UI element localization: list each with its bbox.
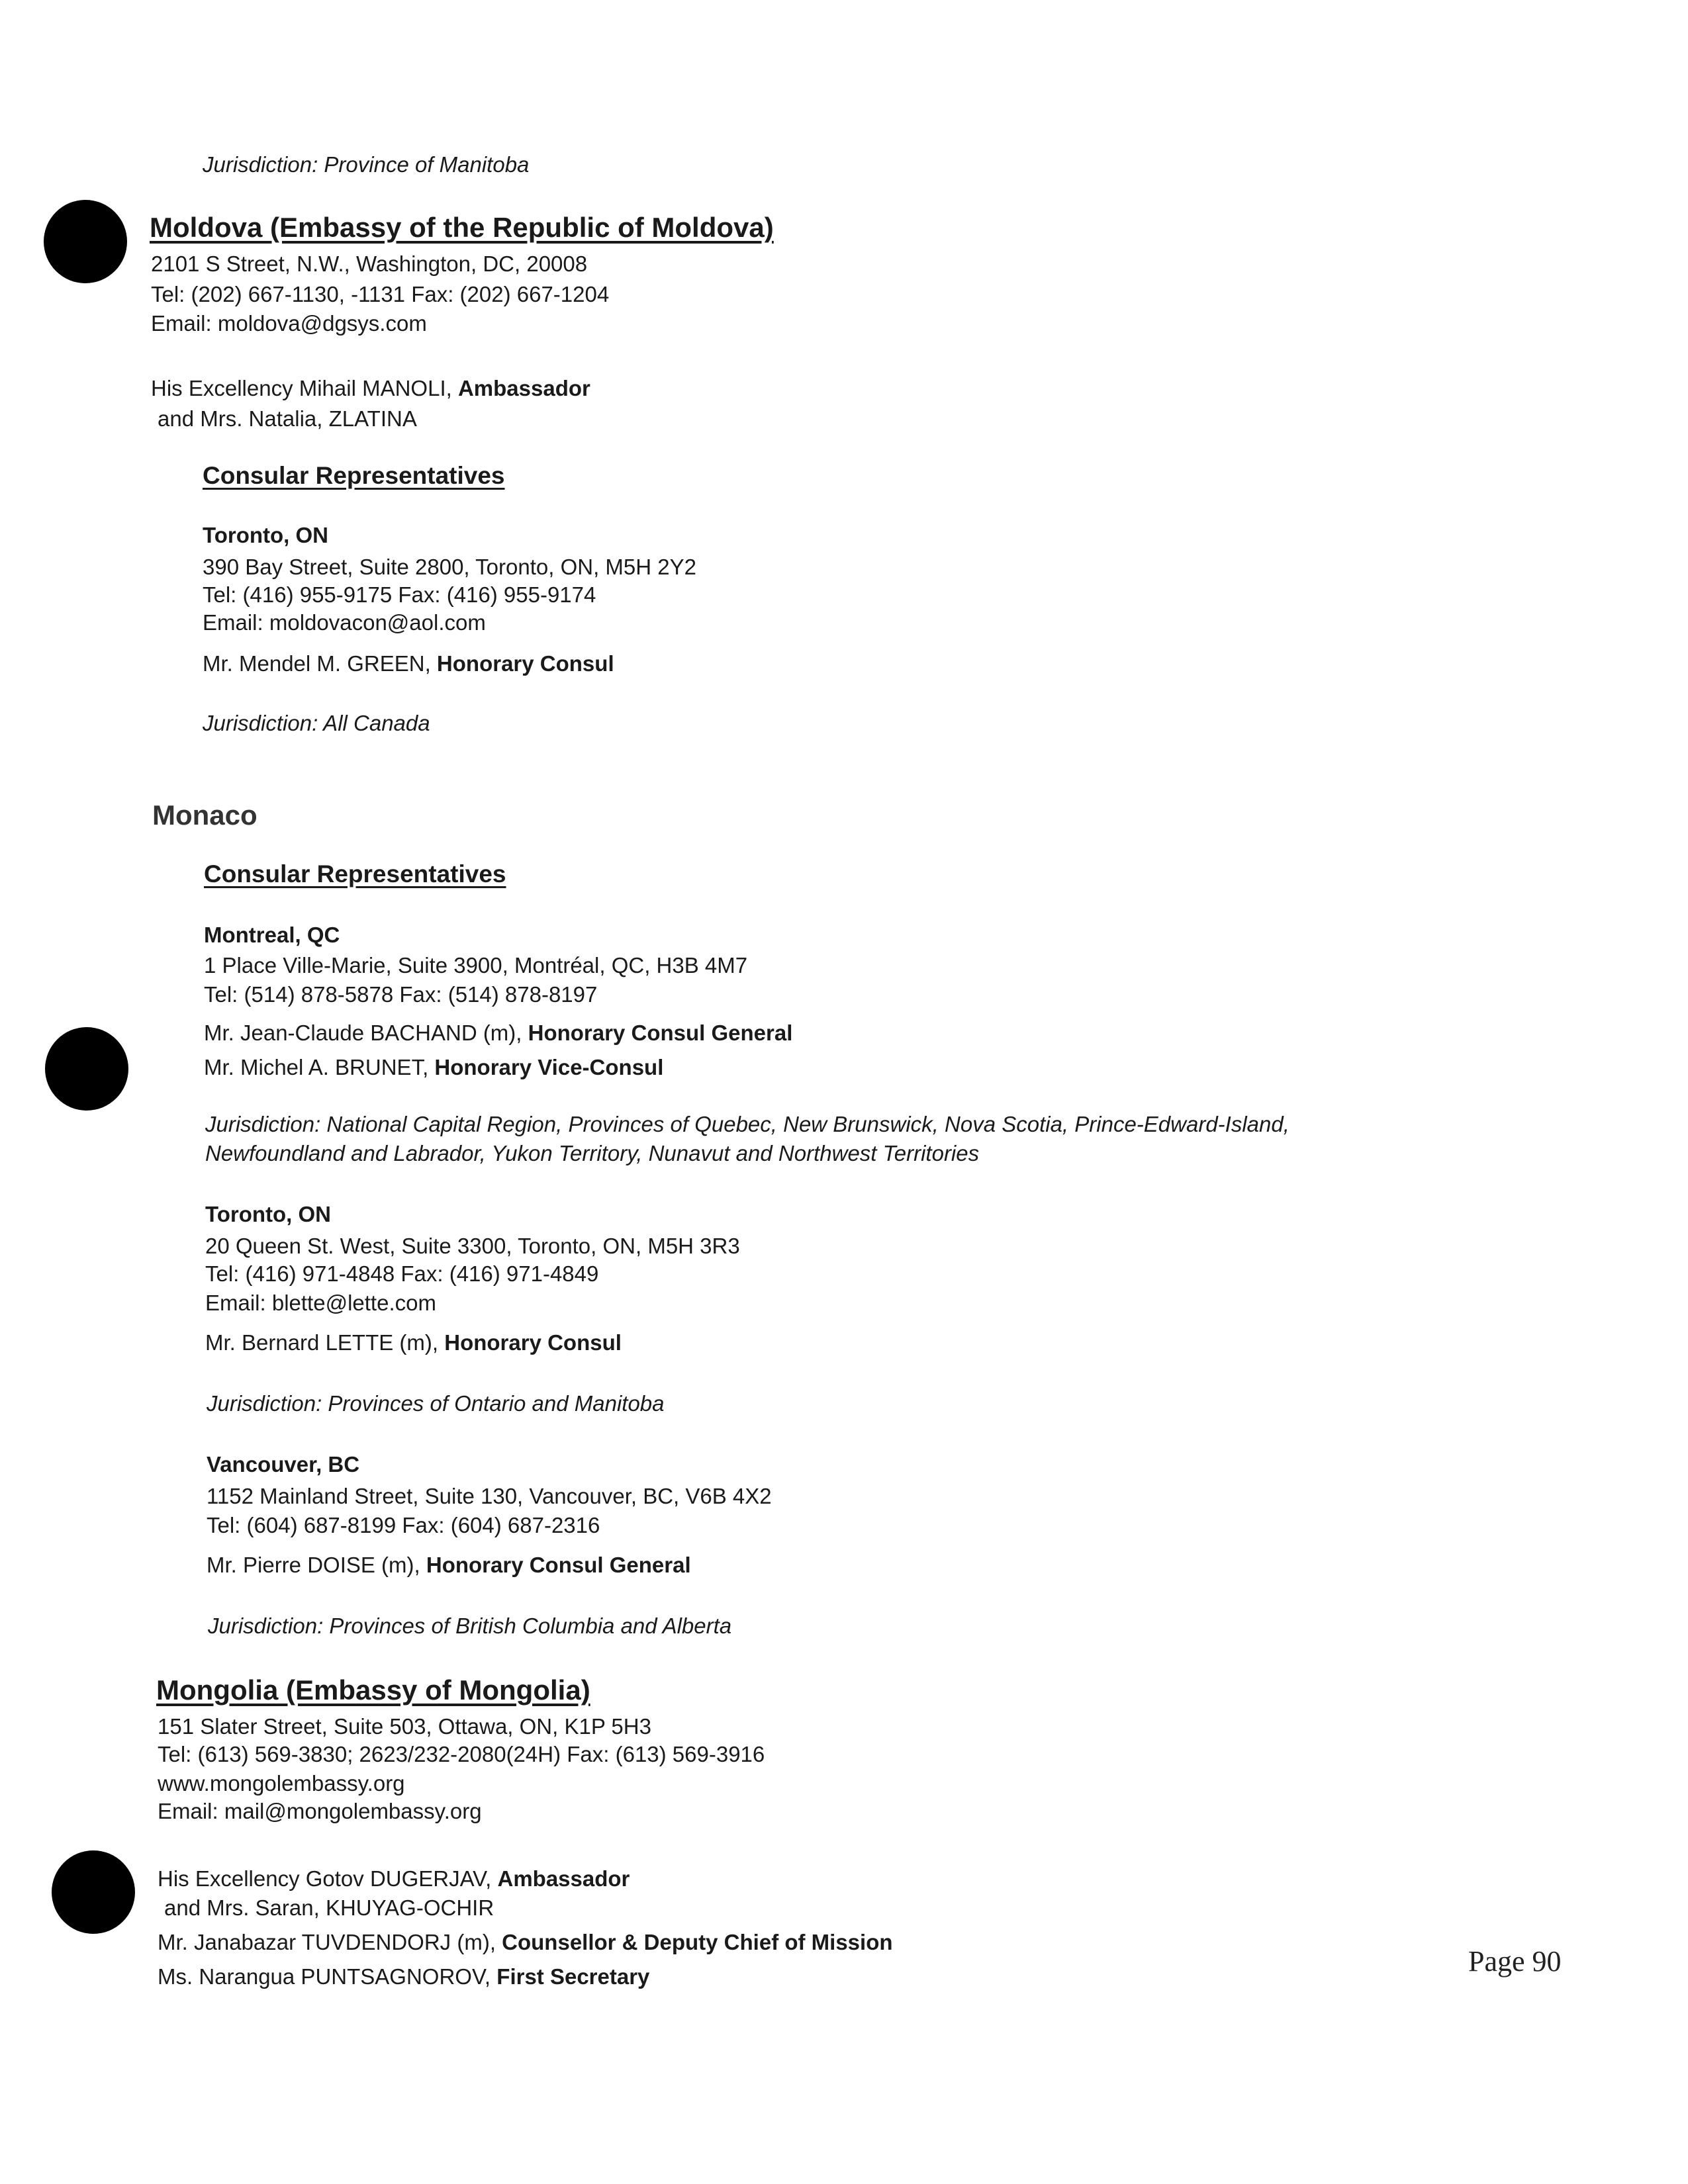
moldova-toronto-person <box>203 650 614 678</box>
monaco-vancouver-person-role: Honorary Consul General <box>426 1553 691 1577</box>
moldova-toronto-city: Toronto, ON <box>203 523 329 547</box>
moldova-ambassador-name: His Excellency Mihail MANOLI, <box>151 376 458 400</box>
monaco-vancouver-city: Vancouver, BC <box>207 1452 360 1477</box>
monaco-consular-heading: Consular Representatives <box>204 860 506 887</box>
moldova-toronto-jurisdiction: Jurisdiction: All Canada <box>203 711 430 735</box>
monaco-montreal-jurisdiction-line2: Newfoundland and Labrador, Yukon Territory, Nunavut and Northwest Territories <box>205 1141 980 1165</box>
monaco-toronto-person-name: Mr. Bernard LETTE (m), <box>205 1330 445 1355</box>
monaco-vancouver-address: 1152 Mainland Street, Suite 130, Vancouver, BC, V6B 4X2 <box>207 1484 772 1508</box>
mongolia-counsellor-name: Mr. Janabazar TUVDENDORJ (m), <box>158 1930 502 1954</box>
monaco-vancouver-jurisdiction: Jurisdiction: Provinces of British Columbia and Alberta <box>208 1614 732 1638</box>
mongolia-first-secretary-role: First Secretary <box>496 1964 650 1989</box>
moldova-title: Moldova (Embassy of the Republic of Moldova) <box>150 212 774 243</box>
monaco-montreal-person1 <box>204 1019 792 1047</box>
moldova-toronto-person-role: Honorary Consul <box>436 651 614 676</box>
mongolia-tel: Tel: (613) 569-3830; 2623/232-2080(24H) Fax: (613) 569-3916 <box>158 1742 765 1766</box>
mongolia-counsellor <box>158 1929 893 1956</box>
monaco-country: Monaco <box>152 799 258 831</box>
moldova-ambassador <box>151 375 590 402</box>
mongolia-counsellor-role: Counsellor & Deputy Chief of Mission <box>502 1930 893 1954</box>
mongolia-web: www.mongolembassy.org <box>158 1771 405 1796</box>
monaco-vancouver-tel: Tel: (604) 687-8199 Fax: (604) 687-2316 <box>207 1513 600 1537</box>
punch-hole-bottom <box>52 1850 135 1934</box>
monaco-toronto-jurisdiction: Jurisdiction: Provinces of Ontario and Manitoba <box>207 1391 665 1416</box>
moldova-toronto-person-name: Mr. Mendel M. GREEN, <box>203 651 437 676</box>
monaco-vancouver-person-name: Mr. Pierre DOISE (m), <box>207 1553 426 1577</box>
moldova-consular-heading: Consular Representatives <box>203 462 505 489</box>
mongolia-address: 151 Slater Street, Suite 503, Ottawa, ON, K1P 5H3 <box>158 1714 651 1739</box>
monaco-toronto-city: Toronto, ON <box>205 1202 332 1226</box>
top-jurisdiction: Jurisdiction: Province of Manitoba <box>203 152 530 177</box>
monaco-montreal-address: 1 Place Ville-Marie, Suite 3900, Montréal, QC, H3B 4M7 <box>204 953 748 978</box>
moldova-toronto-email: Email: moldovacon@aol.com <box>203 610 486 635</box>
monaco-montreal-city: Montreal, QC <box>204 923 340 947</box>
mongolia-title: Mongolia (Embassy of Mongolia) <box>156 1674 590 1706</box>
mongolia-email: Email: mail@mongolembassy.org <box>158 1799 482 1823</box>
monaco-montreal-person1-role: Honorary Consul General <box>528 1021 793 1045</box>
monaco-toronto-address: 20 Queen St. West, Suite 3300, Toronto, ON, M5H 3R3 <box>205 1234 740 1258</box>
monaco-toronto-tel: Tel: (416) 971-4848 Fax: (416) 971-4849 <box>205 1261 599 1286</box>
punch-hole-top <box>44 200 127 283</box>
mongolia-ambassador-role: Ambassador <box>497 1866 630 1891</box>
mongolia-ambassador-name: His Excellency Gotov DUGERJAV, <box>158 1866 498 1891</box>
page-number: Page 90 <box>1468 1945 1562 1978</box>
monaco-montreal-jurisdiction-line1: Jurisdiction: National Capital Region, Provinces of Quebec, New Brunswick, Nova Scotia, Prince-Edward-Island, <box>205 1112 1289 1136</box>
mongolia-first-secretary <box>158 1963 649 1991</box>
monaco-montreal-person1-name: Mr. Jean-Claude BACHAND (m), <box>204 1021 528 1045</box>
monaco-montreal-person2-name: Mr. Michel A. BRUNET, <box>204 1055 435 1079</box>
monaco-vancouver-person <box>207 1551 691 1579</box>
punch-hole-middle <box>45 1027 128 1111</box>
monaco-montreal-person2-role: Honorary Vice-Consul <box>434 1055 664 1079</box>
moldova-tel: Tel: (202) 667-1130, -1131 Fax: (202) 667-1204 <box>151 282 610 306</box>
moldova-ambassador-role: Ambassador <box>457 376 590 400</box>
monaco-montreal-tel: Tel: (514) 878-5878 Fax: (514) 878-8197 <box>204 982 598 1007</box>
monaco-toronto-person <box>205 1329 622 1357</box>
mongolia-ambassador <box>158 1865 630 1893</box>
monaco-toronto-email: Email: blette@lette.com <box>205 1291 436 1315</box>
moldova-address: 2101 S Street, N.W., Washington, DC, 20008 <box>151 251 588 276</box>
mongolia-spouse: and Mrs. Saran, KHUYAG-OCHIR <box>164 1895 494 1920</box>
moldova-toronto-tel: Tel: (416) 955-9175 Fax: (416) 955-9174 <box>203 582 596 607</box>
mongolia-first-secretary-name: Ms. Narangua PUNTSAGNOROV, <box>158 1964 497 1989</box>
moldova-spouse: and Mrs. Natalia, ZLATINA <box>158 406 417 431</box>
moldova-email: Email: moldova@dgsys.com <box>151 311 427 336</box>
monaco-toronto-person-role: Honorary Consul <box>444 1330 622 1355</box>
moldova-toronto-address: 390 Bay Street, Suite 2800, Toronto, ON, M5H 2Y2 <box>203 555 696 579</box>
monaco-montreal-person2 <box>204 1054 663 1081</box>
